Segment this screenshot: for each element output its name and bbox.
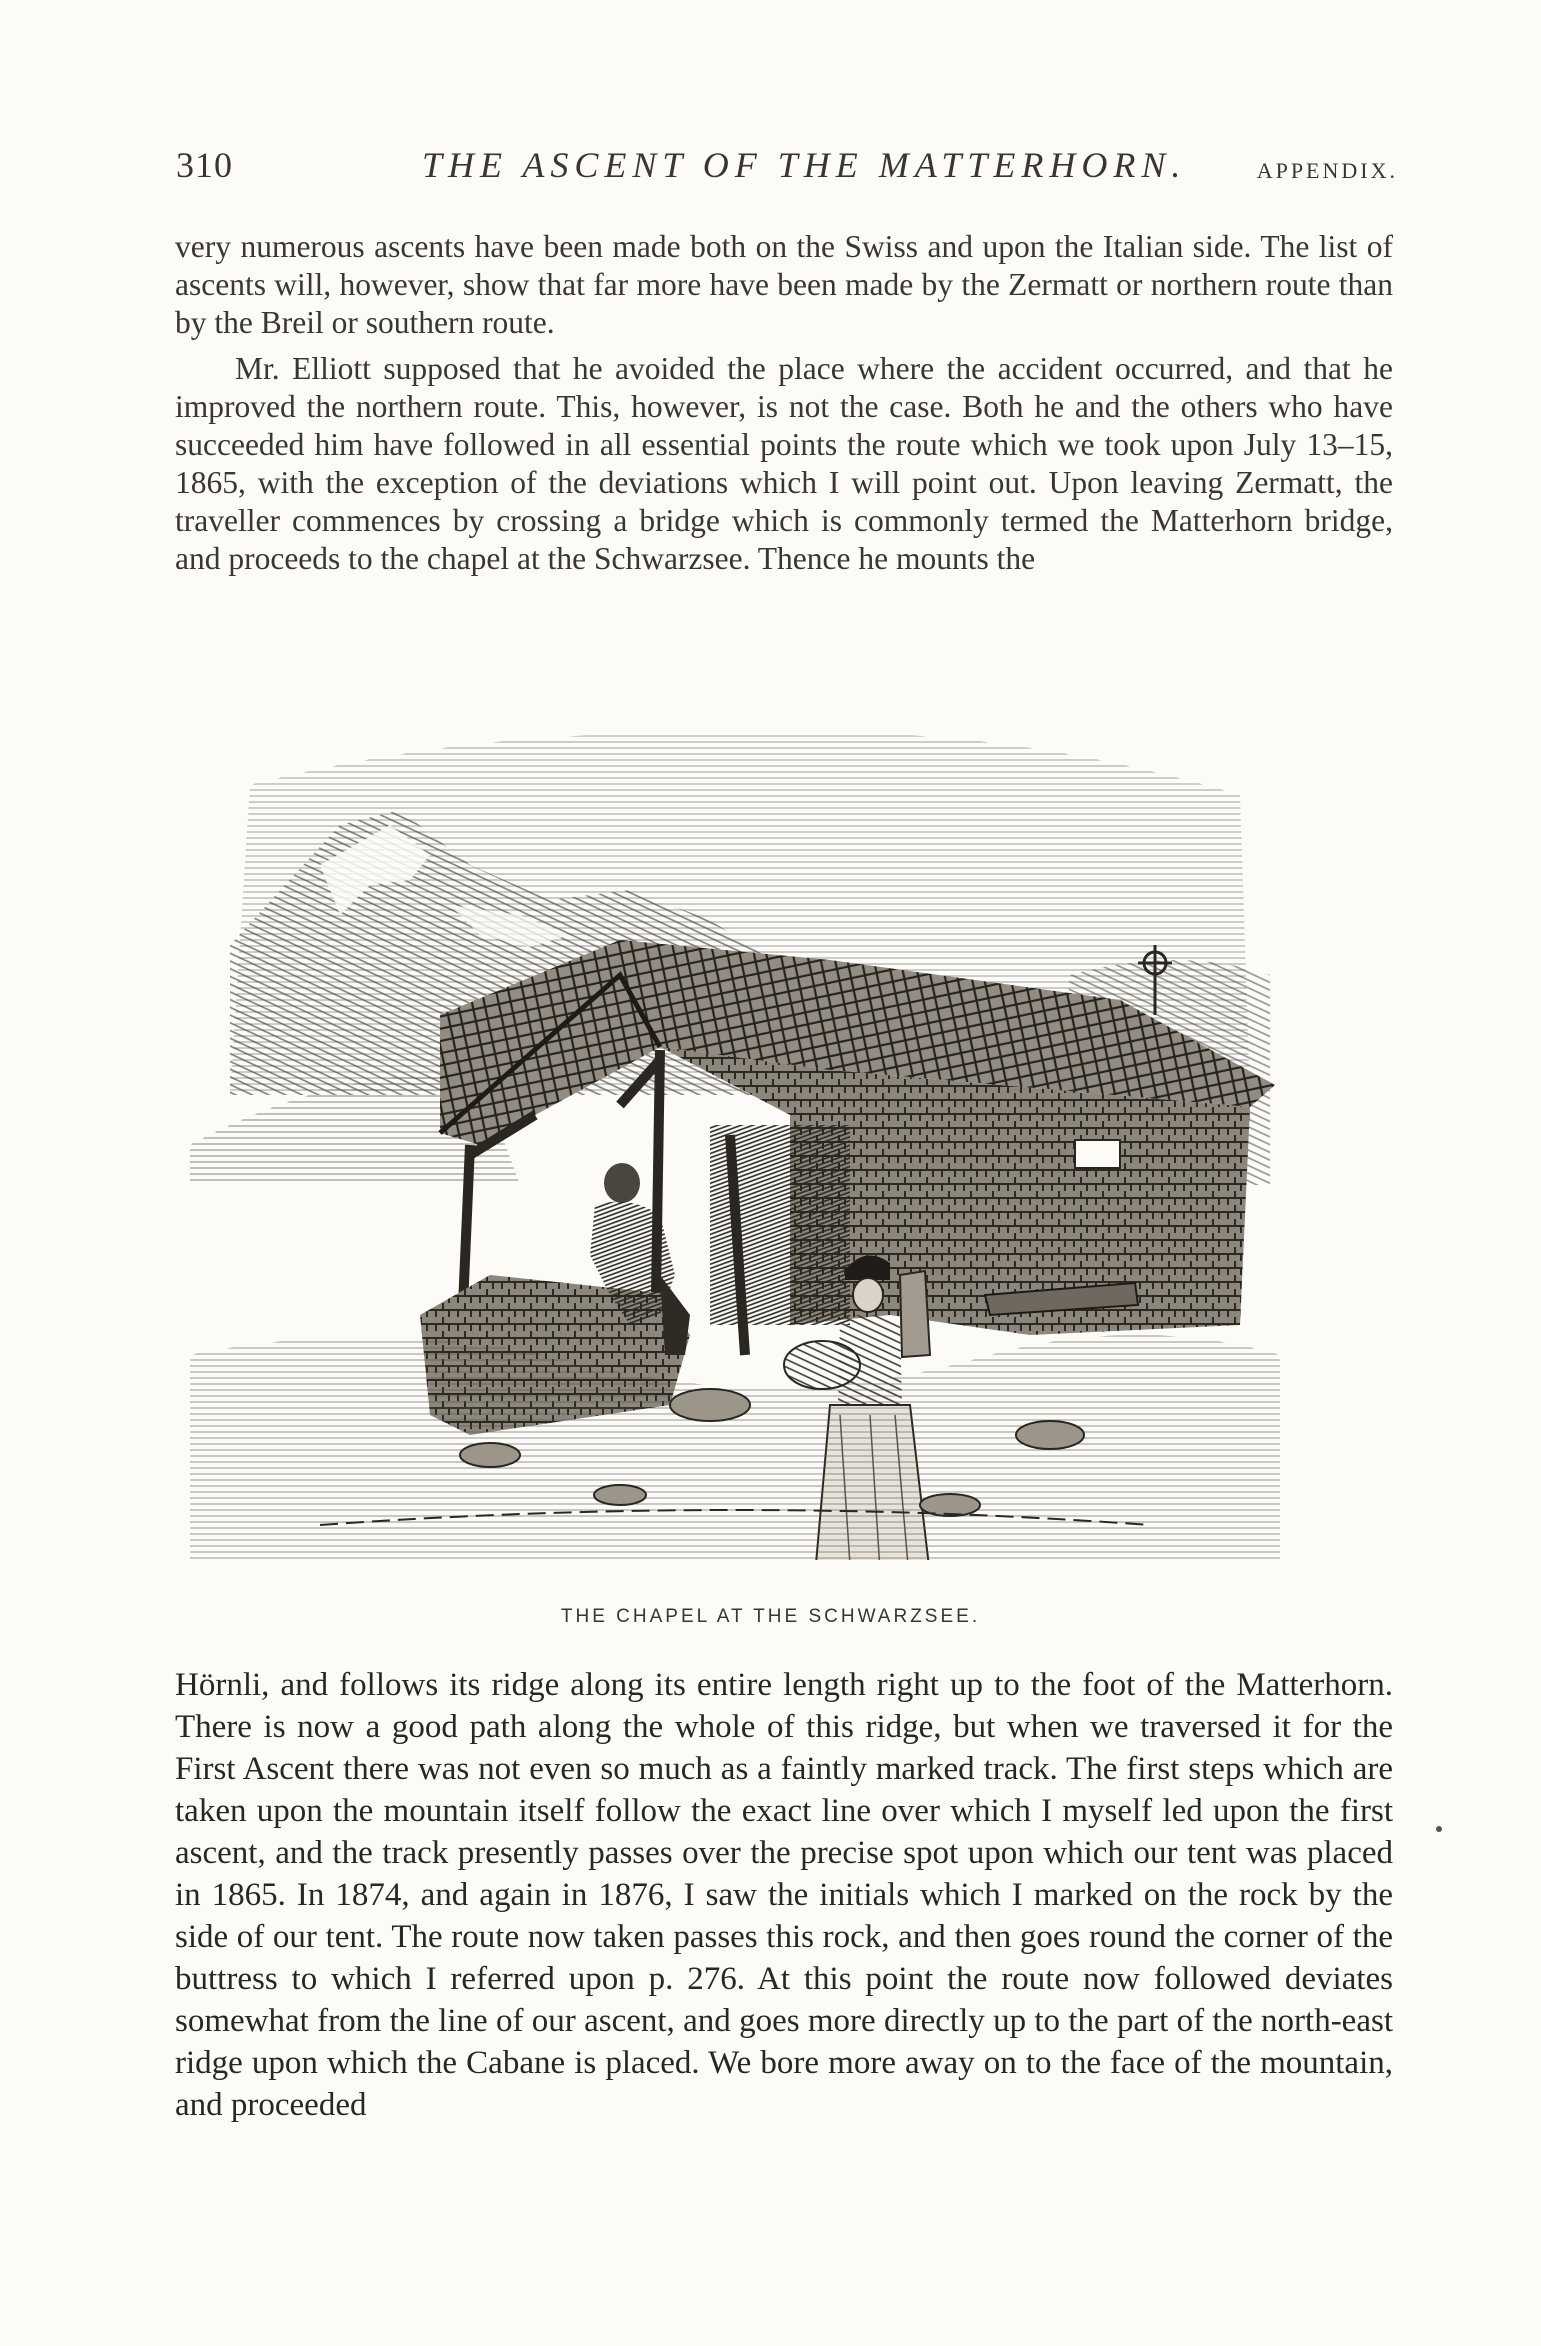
paragraph-2: Mr. Elliott supposed that he avoided the place where the accident occurred, and that he improved the northern route. This, however, is not the case. Both he and the others who have succeeded him have followed in all essential points the route which we took upon July 13–15, 1865, with the exception of the deviations which I will point out. Upon leaving Zermatt, the traveller commences by crossing a bridge which is commonly termed the Matterhorn bridge, and proceeds to the chapel at the Schwarzsee. Thence he mounts the xyxy=(175,351,1393,576)
paragraph-1: very numerous ascents have been made both on the Swiss and upon the Italian side. The list of ascents will, however, show that far more have been made by the Zermatt or northern route than by the Breil or southern route. xyxy=(175,229,1393,340)
basket xyxy=(784,1341,860,1389)
chapel-engraving-illustration xyxy=(190,715,1280,1560)
page-number: 310 xyxy=(176,145,233,185)
fence-post xyxy=(900,1271,930,1357)
running-title: THE ASCENT OF THE MATTERHORN. xyxy=(422,145,1187,185)
page-header xyxy=(168,140,1398,190)
figure-caption: THE CHAPEL AT THE SCHWARZSEE. xyxy=(560,1606,981,1627)
paragraph-3: Hörnli, and follows its ridge along its entire length right up to the foot of the Matterhorn. There is now a good path along the whole of this ridge, but when we traversed it for the First Ascent there was not even so much as a faintly marked track. The first steps which are taken upon the mountain itself follow the exact line over which I myself led upon the first ascent, and the track presently passes over the precise spot upon which our tent was placed in 1865. In 1874, and again in 1876, I saw the initials which I marked on the rock by the side of our tent. The route now taken passes this rock, and then goes round the corner of the buttress to which I referred upon p. 276. At this point the route now followed deviates somewhat from the line of our ascent, and goes more directly up to the part of the north-east ridge upon which the Cabane is placed. We bore more away on to the face of the mountain, and proceeded xyxy=(175,1667,1393,2123)
section-label: APPENDIX. xyxy=(1256,158,1398,183)
ink-speck xyxy=(1436,1826,1442,1832)
rocky-ground xyxy=(190,1335,1280,1560)
